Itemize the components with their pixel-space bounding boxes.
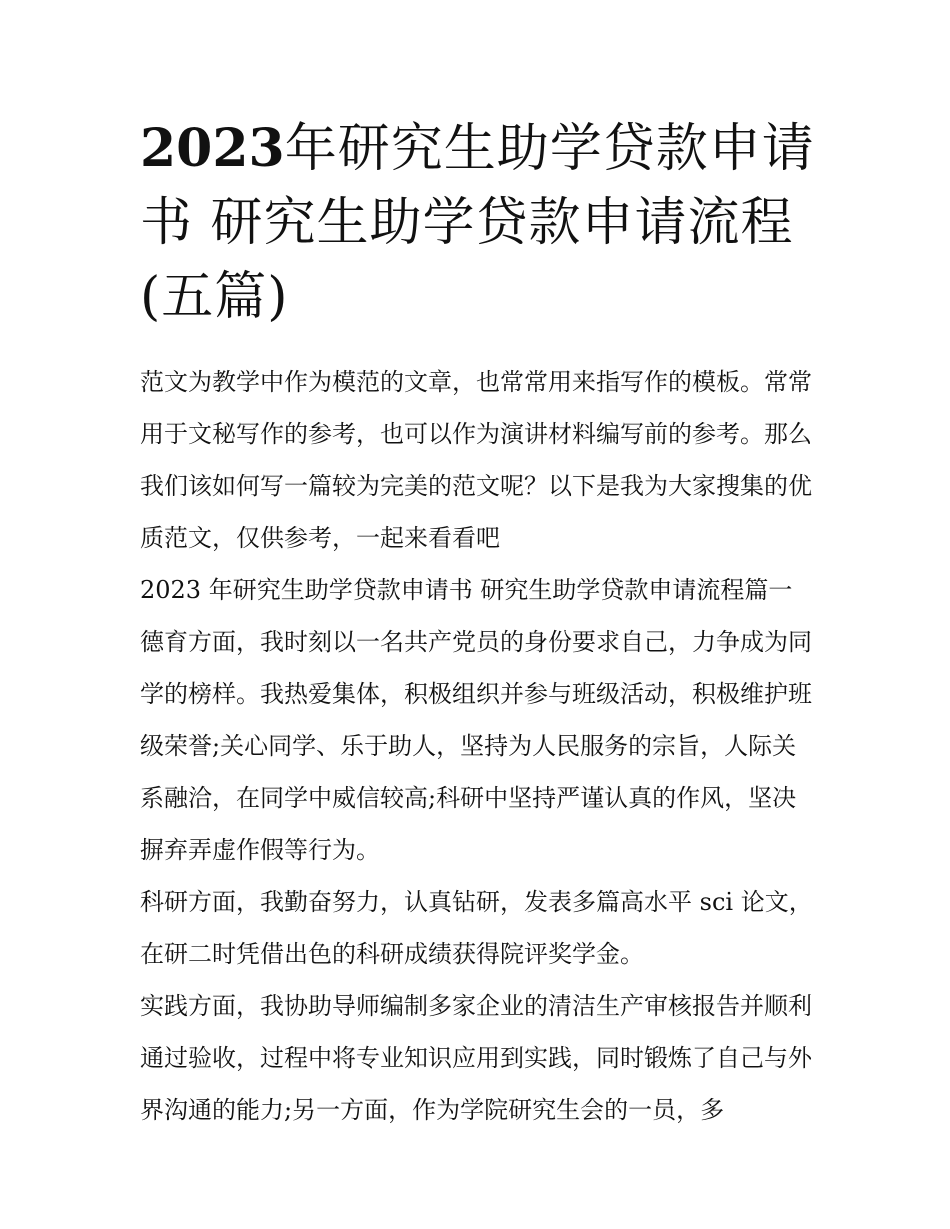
document-title bbox=[140, 112, 815, 334]
document-body bbox=[140, 356, 815, 1136]
moral-paragraph: 德育方面，我时刻以一名共产党员的身份要求自己，力争成为同学的榜样。我热爱集体，积极组织并参与班级活动，积极维护班级荣誉;关心同学、乐于助人，坚持为人民服务的宗旨，人际关系融洽，在同学中威信较高;科研中坚持严谨认真的作风，坚决摒弃弄虚作假等行为。 bbox=[140, 628, 812, 864]
title-text: 年研究生助学贷款申请书 研究生助学贷款申请流程(五篇) bbox=[140, 119, 815, 327]
intro-paragraph: 范文为教学中作为模范的文章，也常常用来指写作的模板。常常用于文秘写作的参考，也可以作为演讲材料编写前的参考。那么我们该如何写一篇较为完美的范文呢？以下是我为大家搜集的优质范文，仅供参考，一起来看看吧 bbox=[140, 368, 812, 552]
research-paragraph: 科研方面，我勤奋努力，认真钻研，发表多篇高水平 sci 论文，在研二时凭借出色的科研成绩获得院评奖学金。 bbox=[140, 888, 813, 968]
title-year: 2023 bbox=[140, 118, 285, 179]
practice-paragraph: 实践方面，我协助导师编制多家企业的清洁生产审核报告并顺利通过验收，过程中将专业知识应用到实践，同时锻炼了自己与外界沟通的能力;另一方面，作为学院研究生会的一员，多 bbox=[140, 992, 812, 1124]
section-heading: 2023 年研究生助学贷款申请书 研究生助学贷款申请流程篇一 bbox=[140, 576, 793, 604]
document-page bbox=[140, 112, 815, 1136]
